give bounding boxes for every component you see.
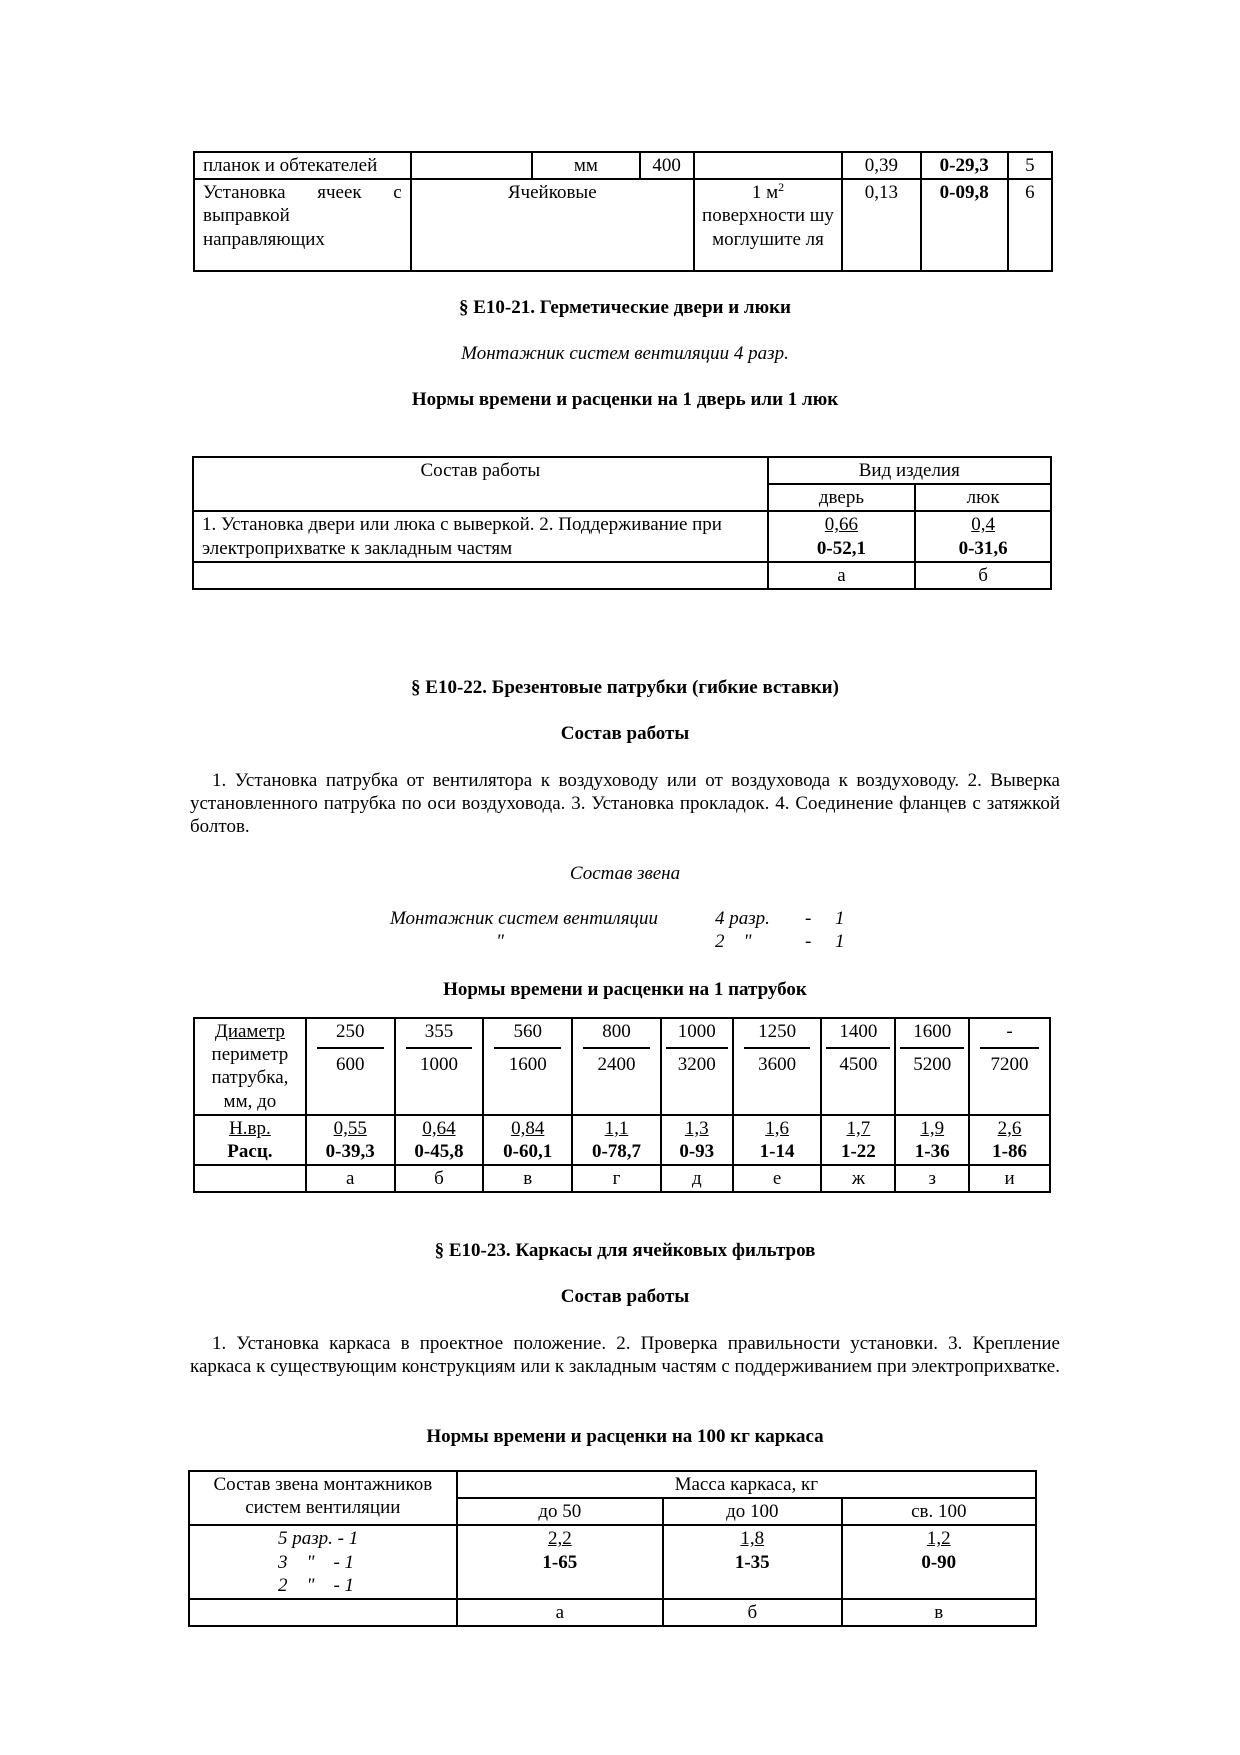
value-cell <box>395 1115 484 1165</box>
perimeter-value: 600 <box>335 1054 365 1076</box>
diameter-value: 355 <box>406 1020 473 1049</box>
norm-value: 1,2 <box>926 1528 951 1550</box>
value-cell <box>768 511 916 561</box>
row-header <box>194 1115 306 1165</box>
value-cell <box>915 511 1051 561</box>
diameter-value: 1600 <box>900 1020 964 1049</box>
column-letter: г <box>572 1165 661 1192</box>
rate-value: 0-45,8 <box>414 1140 464 1162</box>
diameter-value: 250 <box>317 1020 384 1049</box>
table-row <box>194 1165 1050 1192</box>
blank-cell <box>411 152 532 179</box>
norm-value: 1,8 <box>740 1528 765 1550</box>
row-number: 5 <box>1008 152 1052 179</box>
work-title: Состав работы <box>560 1286 690 1307</box>
diameter-value: 560 <box>494 1020 561 1049</box>
rate-value: 1-65 <box>542 1551 578 1573</box>
table-row <box>189 1471 1036 1498</box>
work-description: 1. Установка патрубка от вентилятора к воздуховоду или от воздуховода к воздуховоду. 2. Выверка установленного патрубка по оси воздуховода. 3. Установка прокладок. 4. Соединение фланцев с затяжкой болтов. <box>190 770 1060 838</box>
column-letter: е <box>733 1165 822 1192</box>
norm-value: 2,6 <box>997 1117 1022 1139</box>
norms-title: Нормы времени и расценки на 1 патрубок <box>443 979 807 1000</box>
value-cell <box>821 1115 895 1165</box>
section-title-e10-22: § Е10-22. Брезентовые патрубки (гибкие вставки) <box>411 677 839 698</box>
diameter-label: Диаметр <box>214 1021 285 1042</box>
work-cell: 1. Установка двери или люка с выверкой. 2. Поддерживание при электроприхватке к закладным частям <box>193 511 768 561</box>
unit-rest: поверхности шумоглушите ля <box>702 205 834 250</box>
column-group-header: Масса каркаса, кг <box>457 1471 1036 1498</box>
work-description: 1. Установка каркаса в проектное положение. 2. Проверка правильности установки. 3. Крепление каркаса к существующим конструкциям или к закладным частям с поддерживанием при электроприхватке. <box>190 1333 1060 1378</box>
rate-cell: 0-09,8 <box>921 179 1008 271</box>
norm-value: 0,4 <box>971 514 996 536</box>
value-cell <box>572 1115 661 1165</box>
table-row <box>189 1599 1036 1626</box>
crew-grade: 2 " <box>715 931 752 953</box>
diameter-value: - <box>980 1020 1039 1049</box>
rate-value: 1-86 <box>992 1140 1027 1162</box>
size-cell <box>969 1018 1050 1115</box>
rate-value: 0-60,1 <box>503 1140 553 1162</box>
norm-cell: 0,13 <box>842 179 920 271</box>
crew-grade: 3 " - 1 <box>278 1551 355 1573</box>
rate-value: 0-78,7 <box>591 1140 642 1162</box>
row-header <box>194 1018 306 1115</box>
value-cell <box>306 1115 395 1165</box>
diameter-value: 1000 <box>666 1020 728 1049</box>
crew-count: 1 <box>835 908 845 929</box>
size-cell <box>733 1018 822 1115</box>
frames-table <box>188 1470 1037 1627</box>
size-cell <box>821 1018 895 1115</box>
unit-superscript: 2 <box>778 180 785 195</box>
column-header: до 50 <box>457 1498 663 1525</box>
blank-cell <box>194 1165 306 1192</box>
rate-value: 1-14 <box>759 1140 795 1162</box>
row-number: 6 <box>1008 179 1052 271</box>
column-header: люк <box>915 484 1051 511</box>
column-header: св. 100 <box>842 1498 1036 1525</box>
unit-label: 1 м <box>751 182 779 204</box>
value-cell <box>483 1115 572 1165</box>
table-row <box>194 179 1052 271</box>
norm-label: Н.вр. <box>229 1117 271 1139</box>
table-row <box>189 1525 1036 1599</box>
rate-value: 0-93 <box>679 1140 715 1162</box>
size-cell <box>483 1018 572 1115</box>
work-cell: планок и обтекателей <box>194 152 411 179</box>
table-row <box>194 152 1052 179</box>
column-letter: б <box>663 1599 842 1626</box>
size-cell <box>572 1018 661 1115</box>
norm-value: 1,3 <box>684 1117 709 1139</box>
norms-title: Нормы времени и расценки на 1 дверь или 1 люк <box>411 389 839 410</box>
value-cell <box>969 1115 1050 1165</box>
column-letter: в <box>842 1599 1036 1626</box>
perimeter-label: периметр патрубка, мм, до <box>211 1044 289 1112</box>
norm-value: 0,66 <box>824 514 859 536</box>
crew-count: 1 <box>835 931 845 953</box>
norm-value: 1,1 <box>604 1117 629 1139</box>
column-letter: в <box>483 1165 572 1192</box>
perimeter-value: 2400 <box>597 1054 636 1076</box>
crew-line: Монтажник систем вентиляции 4 разр. <box>461 343 789 364</box>
column-header: Состав звена монтажников систем вентиляции <box>189 1471 457 1525</box>
column-header: Состав работы <box>193 457 768 511</box>
value-cell <box>842 1525 1036 1599</box>
column-group-header: Вид изделия <box>768 457 1051 484</box>
table-row <box>193 511 1051 561</box>
blank-cell <box>694 152 843 179</box>
diameter-value: 800 <box>583 1020 650 1049</box>
column-letter: и <box>969 1165 1050 1192</box>
diameter-value: 1400 <box>826 1020 890 1049</box>
doors-table <box>192 456 1052 590</box>
value-cell <box>457 1525 663 1599</box>
blank-cell <box>189 1599 457 1626</box>
rate-value: 1-22 <box>840 1140 876 1162</box>
perimeter-value: 4500 <box>839 1054 878 1076</box>
rate-cell: 0-29,3 <box>921 152 1008 179</box>
rate-label: Расц. <box>227 1140 273 1162</box>
crew-grade: 2 " - 1 <box>278 1574 355 1596</box>
norm-value: 2,2 <box>547 1528 572 1550</box>
crew-row <box>390 930 845 953</box>
rate-value: 0-31,6 <box>958 537 1008 559</box>
rate-value: 1-35 <box>734 1551 770 1573</box>
size-cell <box>661 1018 733 1115</box>
column-header: до 100 <box>663 1498 842 1525</box>
crew-title: Состав звена <box>569 863 681 884</box>
norm-value: 1,6 <box>765 1117 789 1139</box>
blank-cell <box>193 562 768 589</box>
top-table <box>193 151 1053 272</box>
crew-row <box>390 907 845 930</box>
crew-grade: 4 разр. <box>715 908 770 929</box>
norm-value: 1,9 <box>920 1117 945 1139</box>
column-letter: з <box>895 1165 969 1192</box>
diameter-value: 1250 <box>744 1020 811 1049</box>
norms-title: Нормы времени и расценки на 100 кг каркаса <box>426 1426 824 1447</box>
rate-value: 0-90 <box>921 1551 957 1573</box>
column-letter: а <box>306 1165 395 1192</box>
perimeter-value: 5200 <box>913 1054 952 1076</box>
perimeter-value: 7200 <box>990 1054 1029 1076</box>
value-cell <box>895 1115 969 1165</box>
crew-role: " <box>496 931 504 953</box>
size-cell <box>895 1018 969 1115</box>
rate-value: 1-36 <box>914 1140 950 1162</box>
norm-cell: 0,39 <box>842 152 920 179</box>
column-letter: б <box>915 562 1051 589</box>
filter-type-cell: Ячейковые <box>411 179 694 271</box>
value-cell <box>663 1525 842 1599</box>
perimeter-value: 3200 <box>677 1054 716 1076</box>
size-cell <box>395 1018 484 1115</box>
column-header: дверь <box>768 484 916 511</box>
crew-list <box>390 907 845 953</box>
table-row <box>193 562 1051 589</box>
crew-dash: - <box>805 908 812 929</box>
unit-cell: мм <box>532 152 639 179</box>
size-cell <box>306 1018 395 1115</box>
size-cell: 400 <box>640 152 694 179</box>
column-letter: а <box>768 562 916 589</box>
column-letter: а <box>457 1599 663 1626</box>
rate-value: 0-39,3 <box>325 1140 375 1162</box>
section-title-e10-23: § Е10-23. Каркасы для ячейковых фильтров <box>434 1240 816 1261</box>
table-row <box>194 1115 1050 1165</box>
column-letter: ж <box>821 1165 895 1192</box>
crew-cell <box>189 1525 457 1599</box>
rate-value: 0-52,1 <box>816 537 866 559</box>
crew-grade: 5 разр. - 1 <box>278 1528 359 1550</box>
crew-dash: - <box>805 931 812 953</box>
table-row <box>194 1018 1050 1115</box>
value-cell <box>733 1115 822 1165</box>
perimeter-value: 1000 <box>419 1054 458 1076</box>
norm-value: 0,84 <box>511 1117 545 1139</box>
work-title: Состав работы <box>560 723 690 744</box>
patches-table <box>193 1017 1051 1193</box>
norm-value: 0,64 <box>422 1117 456 1139</box>
unit-cell <box>694 179 843 271</box>
column-letter: б <box>395 1165 484 1192</box>
section-title-e10-21: § Е10-21. Герметические двери и люки <box>459 297 791 318</box>
norm-value: 1,7 <box>846 1117 871 1139</box>
crew-role: Монтажник систем вентиляции <box>390 908 659 929</box>
table-row <box>193 457 1051 484</box>
work-cell: Установка ячеек с выправкой направляющих <box>194 179 411 271</box>
perimeter-value: 1600 <box>508 1054 547 1076</box>
perimeter-value: 3600 <box>758 1054 797 1076</box>
value-cell <box>661 1115 733 1165</box>
column-letter: д <box>661 1165 733 1192</box>
norm-value: 0,55 <box>333 1117 367 1139</box>
